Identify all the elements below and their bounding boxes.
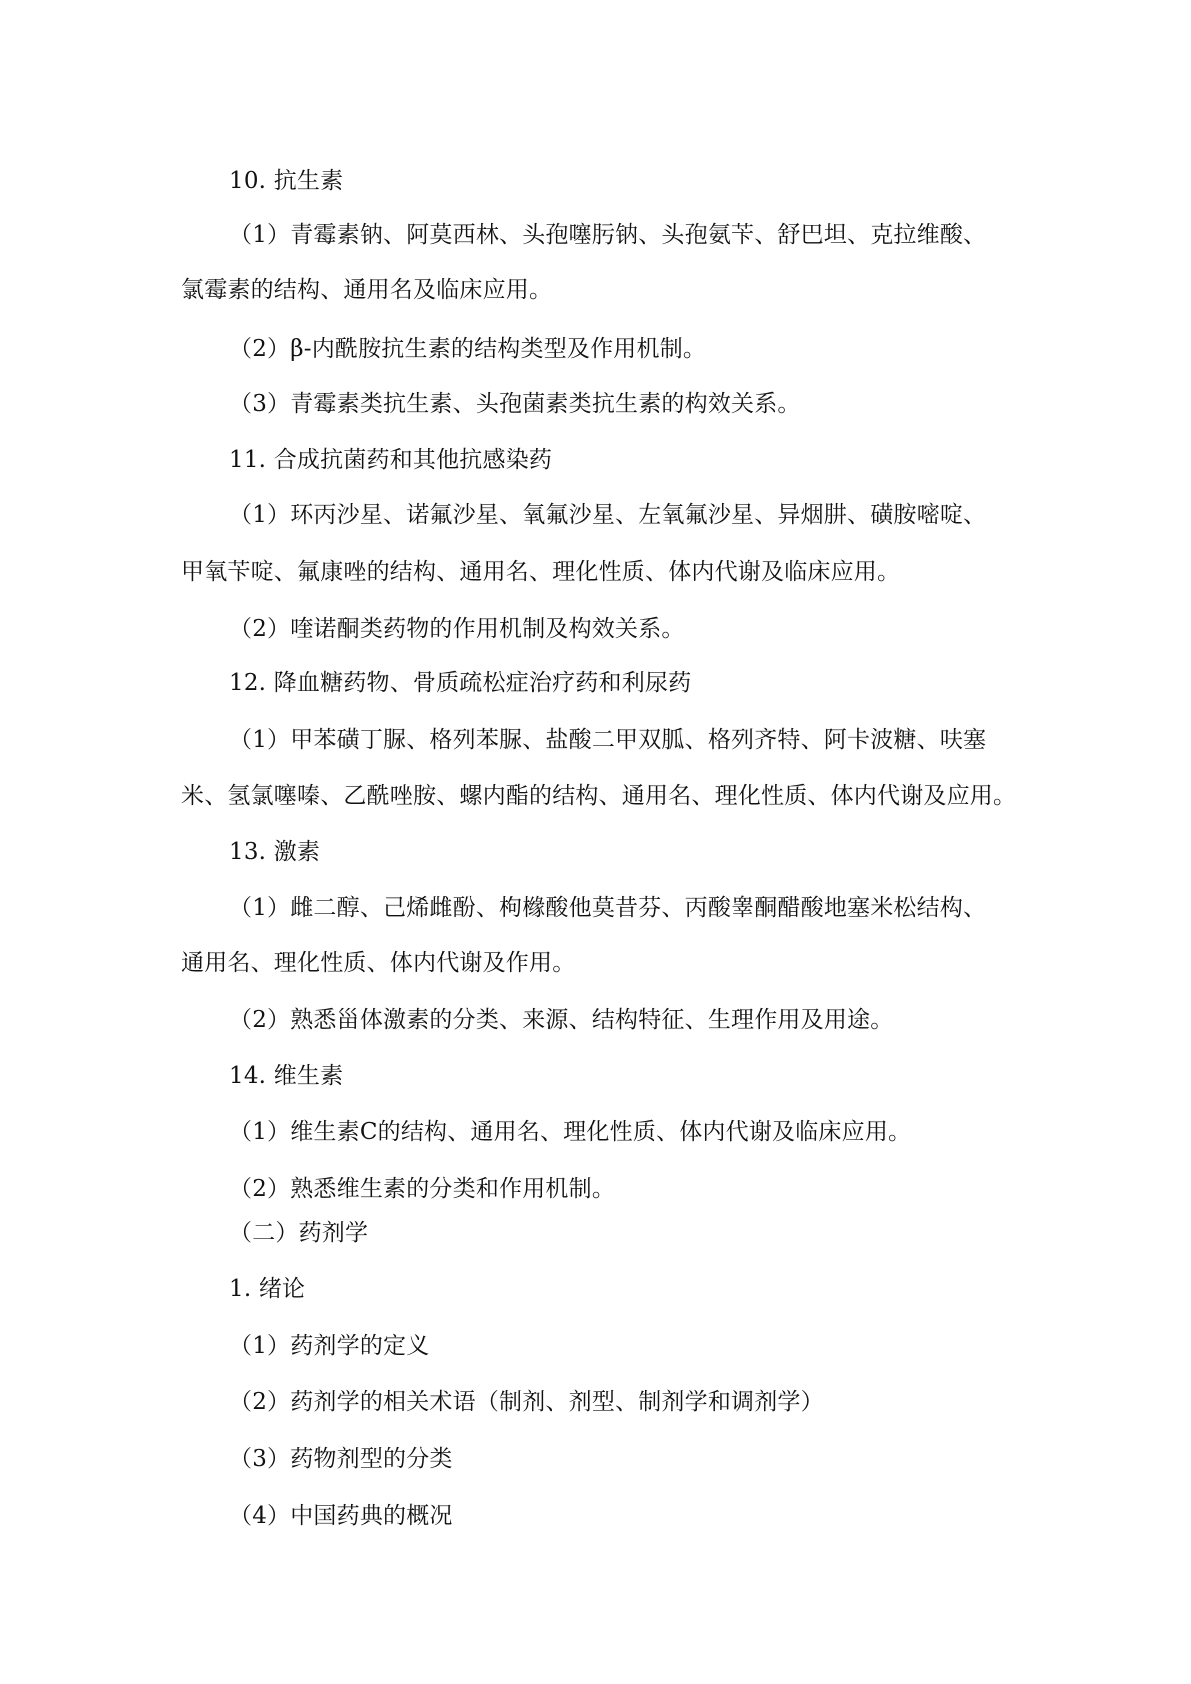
- paragraph-line: （1）环丙沙星、诺氟沙星、氧氟沙星、左氧氟沙星、异烟肼、磺胺嘧啶、: [229, 502, 987, 528]
- paragraph-line: （2）药剂学的相关术语（制剂、剂型、制剂学和调剂学）: [229, 1389, 824, 1415]
- paragraph-line: 米、氢氯噻嗪、乙酰唑胺、螺内酯的结构、通用名、理化性质、体内代谢及应用。: [181, 783, 1017, 809]
- chapter-heading-pharmaceutics: （二）药剂学: [229, 1220, 369, 1246]
- paragraph-line: 氯霉素的结构、通用名及临床应用。: [181, 277, 553, 303]
- paragraph-line: （1）药剂学的定义: [229, 1333, 430, 1359]
- paragraph-line: （2）喹诺酮类药物的作用机制及构效关系。: [229, 616, 685, 642]
- paragraph-line: （2）熟悉甾体激素的分类、来源、结构特征、生理作用及用途。: [229, 1007, 894, 1033]
- paragraph-line: （3）药物剂型的分类: [229, 1446, 453, 1472]
- section-heading-hypoglycemic: 12. 降血糖药物、骨质疏松症治疗药和利尿药: [229, 670, 692, 696]
- section-heading-antibacterial: 11. 合成抗菌药和其他抗感染药: [229, 447, 553, 473]
- paragraph-line: （2）β-内酰胺抗生素的结构类型及作用机制。: [229, 336, 707, 362]
- paragraph-line: （1）甲苯磺丁脲、格列苯脲、盐酸二甲双胍、格列齐特、阿卡波糖、呋塞: [229, 727, 987, 753]
- paragraph-line: （1）维生素C的结构、通用名、理化性质、体内代谢及临床应用。: [229, 1119, 912, 1145]
- section-heading-introduction: 1. 绪论: [229, 1276, 306, 1302]
- section-heading-hormones: 13. 激素: [229, 839, 321, 865]
- section-heading-vitamins: 14. 维生素: [229, 1063, 344, 1089]
- paragraph-line: （3）青霉素类抗生素、头孢菌素类抗生素的构效关系。: [229, 391, 801, 417]
- paragraph-line: （1）青霉素钠、阿莫西林、头孢噻肟钠、头孢氨苄、舒巴坦、克拉维酸、: [229, 222, 987, 248]
- paragraph-line: （4）中国药典的概况: [229, 1503, 453, 1529]
- section-heading-antibiotics: 10. 抗生素: [229, 168, 344, 194]
- paragraph-line: 通用名、理化性质、体内代谢及作用。: [181, 950, 576, 976]
- paragraph-line: （1）雌二醇、己烯雌酚、枸橼酸他莫昔芬、丙酸睾酮醋酸地塞米松结构、: [229, 895, 987, 921]
- paragraph-line: （2）熟悉维生素的分类和作用机制。: [229, 1176, 616, 1202]
- paragraph-line: 甲氧苄啶、氟康唑的结构、通用名、理化性质、体内代谢及临床应用。: [181, 559, 901, 585]
